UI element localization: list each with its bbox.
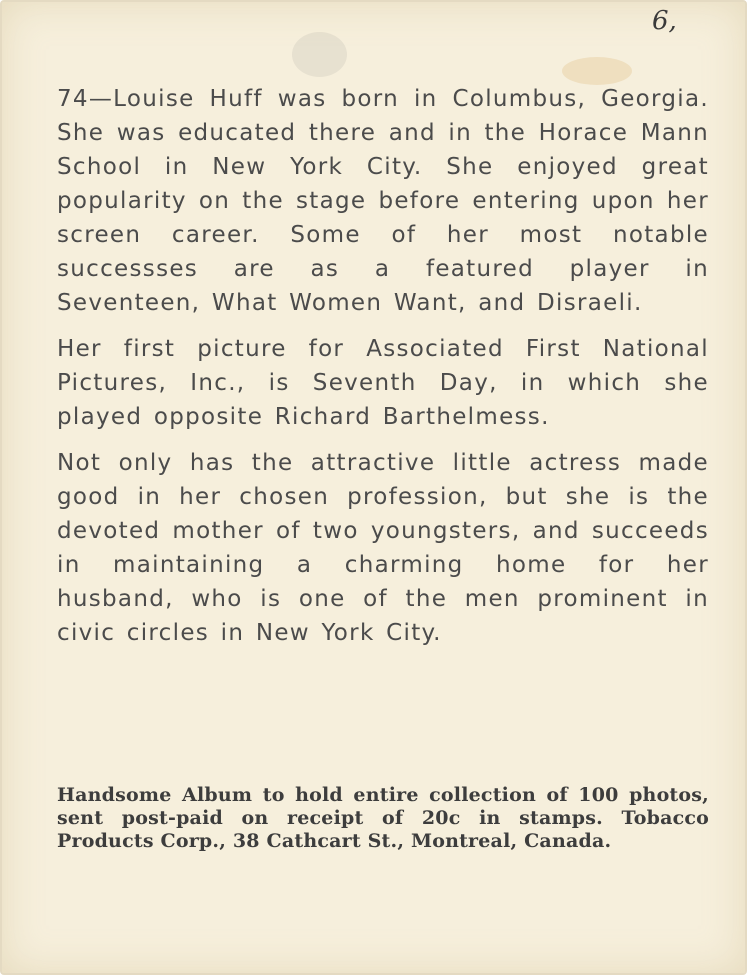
album-offer-footer: Handsome Album to hold entire collection of 100 photos, sent post-paid on receipt of 20c in stamps. Tobacco Products Corp., 38 Cathcart St., Montreal, Canada. [57,784,709,852]
stain-mark [562,57,632,85]
biography-text [57,82,709,662]
handwritten-mark: 6, [652,6,677,36]
smudge-mark [292,32,347,77]
bio-paragraph: Her first picture for Associated First National Pictures, Inc., is Seventh Day, in which she played opposite Richard Barthelmess. [57,336,709,430]
bio-paragraph: Not only has the attractive little actress made good in her chosen profession, but she is the devoted mother of two youngsters, and succeeds in maintaining a charming home for her husband, who is one of the men prominent in civic circles in New York City. [57,450,709,646]
bio-paragraph: 74—Louise Huff was born in Columbus, Georgia. She was educated there and in the Horace Mann School in New York City. She enjoyed great popularity on the stage before entering upon her screen career. Some of her most notable successses are as a featured player in Seventeen, What Women Want, and Disraeli. [57,86,709,316]
